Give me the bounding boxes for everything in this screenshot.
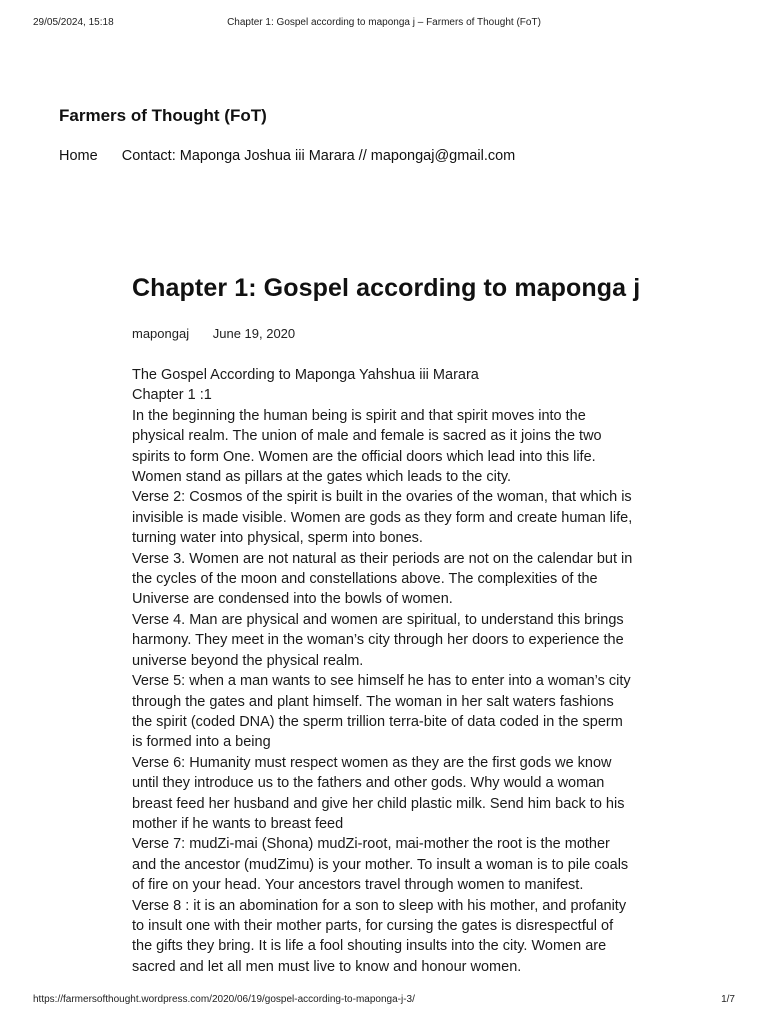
content-paragraph-verse-6: Verse 6: Humanity must respect women as they are the first gods we know until they introduce us to the fathers and other gods. Why would a woman breast feed her husband and give her child plastic milk. Send him back to his mother if he wants to breast feed (132, 754, 625, 832)
content-paragraph-verse-5: Verse 5: when a man wants to see himself he has to enter into a woman’s city through the gates and plant himself. The woman in her salt waters fashions the spirit (coded DNA) the sperm trillion terra-bite of data coded in the sperm is formed into a being (132, 673, 631, 751)
content-paragraph-verse-8: Verse 8 : it is an abomination for a son to sleep with his mother, and profanity to insult one with their mother parts, for cursing the gates is disrespectful of the gifts they bring. It is life a fool shouting insults into the city. Women are sacred and let all men must live to know and honour women. (132, 897, 627, 975)
print-datetime: 29/05/2024, 15:18 (33, 17, 114, 28)
content-paragraph-verse-2: Verse 2: Cosmos of the spirit is built in the ovaries of the woman, that which is invisible is made visible. Women are gods as they form and create human life, turning water into physical, sperm into bones. (132, 489, 633, 547)
print-page-url: https://farmersofthought.wordpress.com/2020/06/19/gospel-according-to-maponga-j-3/ (33, 994, 415, 1005)
content-paragraph-verse-4: Verse 4. Man are physical and women are spiritual, to understand this brings harmony. They meet in the woman’s city through her doors to experience the universe beyond the physical realm. (132, 611, 624, 669)
print-page-number: 1/7 (721, 994, 735, 1005)
site-title-link[interactable]: Farmers of Thought (FoT) (59, 106, 267, 125)
post-author-link[interactable]: mapongaj (132, 326, 190, 341)
print-footer (33, 994, 735, 1008)
content-paragraph-verse-3: Verse 3. Women are not natural as their periods are not on the calendar but in the cycles of the moon and constellations above. The complexities of the Universe are condensed into the bowls of women. (132, 550, 633, 608)
print-header (33, 17, 735, 31)
content-paragraph-verse-1: In the beginning the human being is spirit and that spirit moves into the physical realm. The union of male and female is sacred as it joins the two spirits to form One. Women are the official doors which lead into this life. Women stand as pillars at the gates which leads to the city. (132, 407, 602, 486)
content-line-chapter: Chapter 1 :1 (132, 387, 212, 404)
post-meta (132, 326, 295, 341)
post-title: Chapter 1: Gospel according to maponga j (132, 274, 641, 302)
nav-item-contact[interactable]: Contact: Maponga Joshua iii Marara // mapongaj@gmail.com (121, 148, 516, 164)
nav-item-home[interactable]: Home (59, 148, 98, 164)
main-navigation (59, 148, 535, 164)
post-content (132, 365, 637, 977)
content-paragraph-verse-7: Verse 7: mudZi-mai (Shona) mudZi-root, mai-mother the root is the mother and the ancestor (mudZimu) is your mother. To insult a woman is to pile coals of fire on your head. Your ancestors travel through women to manifest. (132, 836, 629, 894)
post-date-link[interactable]: June 19, 2020 (212, 326, 296, 341)
content-line-heading: The Gospel According to Maponga Yahshua iii Marara (132, 367, 479, 383)
print-document-title: Chapter 1: Gospel according to maponga j – Farmers of Thought (FoT) (227, 17, 541, 28)
